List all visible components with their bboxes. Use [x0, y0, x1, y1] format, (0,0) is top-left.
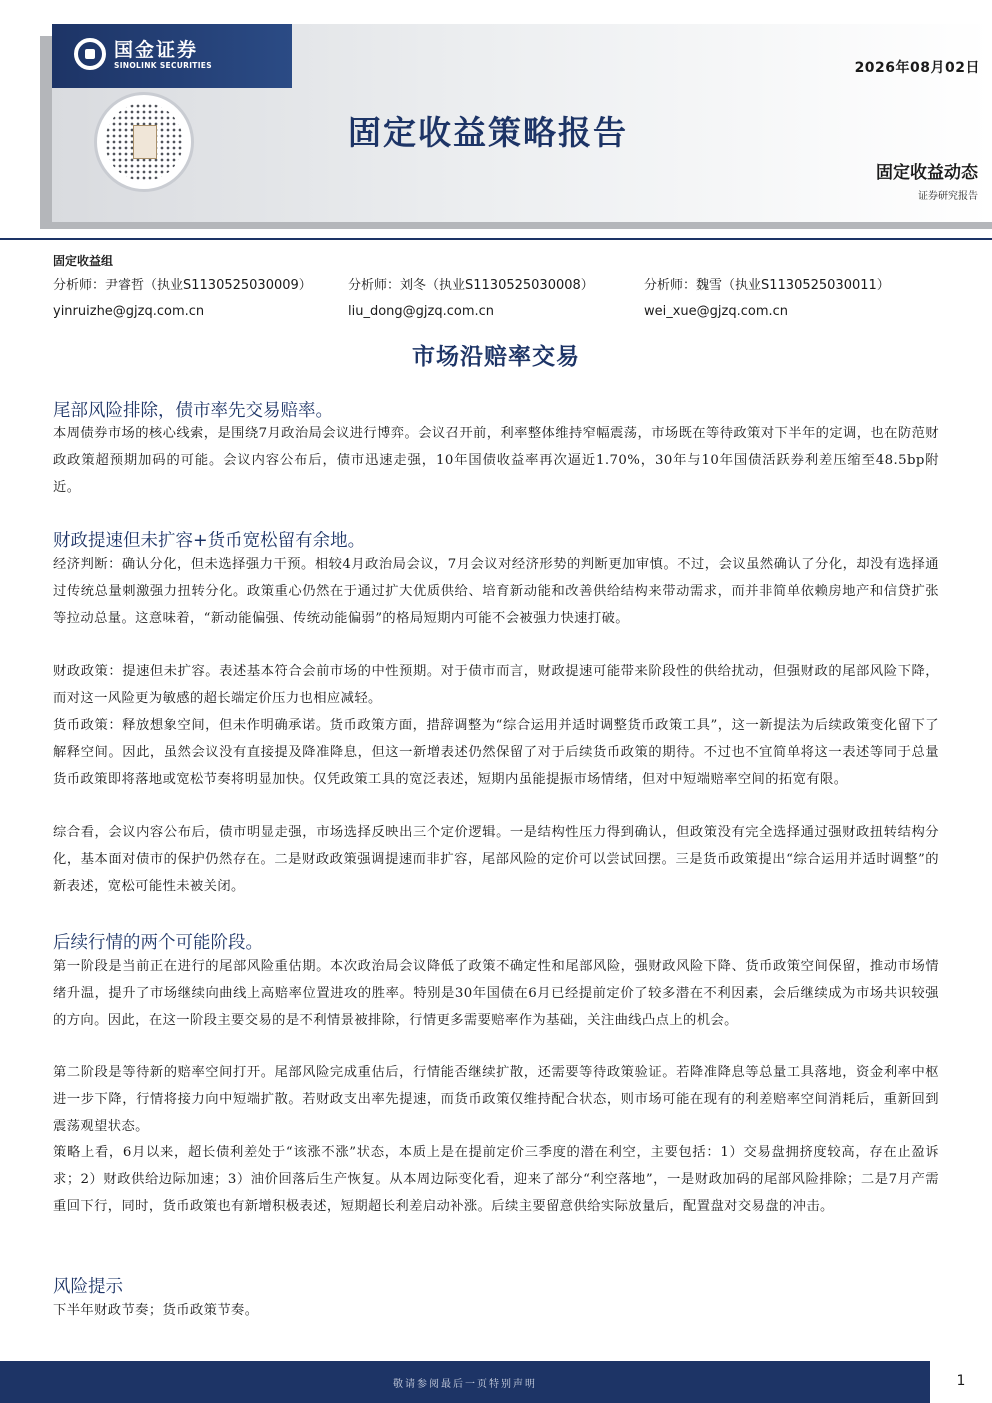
paragraph: 货币政策：释放想象空间，但未作明确承诺。货币政策方面，措辞调整为“综合运用并适时调整货币政策工具”，这一新提法为后续政策变化留下了解释空间。因此，虽然会议没有直接提及降准降息，但这一新增表述仍然保留了对于后续货币政策的期待。不过也不宜简单将这一表述等同于总量货币政策即将落地或宽松节奏将明显加快。仅凭政策工具的宽泛表述，短期内虽能提振市场情绪，但对中短端赔率空间的拓宽有限。	[53, 718, 939, 787]
analyst-email[interactable]: yinruizhe@gjzq.com.cn	[53, 304, 205, 319]
analyst-3	[644, 273, 890, 325]
report-date: 2026年08月02日	[854, 60, 980, 76]
logo-cn: 国金证券	[114, 38, 199, 61]
analyst-name: 分析师：刘冬（执业S1130525030008）	[348, 278, 594, 293]
article-title: 市场沿赔率交易	[412, 344, 580, 370]
paragraph: 财政政策：提速但未扩容。表述基本符合会前市场的中性预期。对于债市而言，财政提速可能带来阶段性的供给扰动，但强财政的尾部风险下降，而对这一风险更为敏感的超长端定价压力也相应减轻。	[53, 664, 939, 706]
analyst-2	[348, 273, 594, 325]
paragraph: 经济判断：确认分化，但未选择强力干预。相较4月政治局会议，7月会议对经济形势的判断更加审慎。不过，会议虽然确认了分化，却没有选择通过传统总量刺激强力扭转分化。政策重心仍然在于通过扩大优质供给、培育新动能和改善供给结构来带动需求，而并非简单依赖房地产和信贷扩张等拉动总量。这意味着，“新动能偏强、传统动能偏弱”的格局短期内可能不会被强力快速打破。	[53, 557, 939, 626]
paragraph: 下半年财政节奏；货币政策节奏。	[53, 1303, 259, 1318]
paragraph: 本周债券市场的核心线索，是围绕7月政治局会议进行博弈。会议召开前，利率整体维持窄幅震荡，市场既在等待政策对下半年的定调，也在防范财政政策超预期加码的可能。会议内容公布后，债市迅速走强，10年国债收益率再次逼近1.70%，30年与10年国债活跃券利差压缩至48.5bp附近。	[53, 426, 939, 495]
team-name: 固定收益组	[53, 254, 114, 268]
section-heading: 财政提速但未扩容+货币宽松留有余地。	[53, 531, 366, 551]
analyst-1	[53, 273, 312, 325]
sinolink-logo	[74, 38, 212, 70]
section-heading: 后续行情的两个可能阶段。	[53, 933, 263, 953]
analyst-name: 分析师：魏雪（执业S1130525030011）	[644, 278, 890, 293]
qr-code-icon	[94, 92, 194, 192]
header-divider	[0, 238, 992, 240]
paragraph: 第二阶段是等待新的赔率空间打开。尾部风险完成重估后，行情能否继续扩散，还需要等待政策验证。若降准降息等总量工具落地，资金利率中枢进一步下降，行情将接力向中短端扩散。若财政支出率先提速，而货币政策仅维持配合状态，则市场可能在现有的利差赔率空间消耗后，重新回到震荡观望状态。	[53, 1065, 939, 1134]
logo-en: SINOLINK SECURITIES	[114, 60, 212, 70]
qr-center-badge	[133, 125, 157, 159]
page-number: 1	[956, 1373, 966, 1389]
logo-text	[114, 39, 212, 70]
sinolink-logo-icon	[74, 38, 106, 70]
report-subcategory: 证券研究报告	[918, 191, 978, 202]
paragraph: 第一阶段是当前正在进行的尾部风险重估期。本次政治局会议降低了政策不确定性和尾部风险，强财政风险下降、货币政策空间保留，推动市场情绪升温，提升了市场继续向曲线上高赔率位置进攻的胜率。特别是30年国债在6月已经提前定价了较多潜在不利因素，会后继续成为市场共识较强的方向。因此，在这一阶段主要交易的是不利情景被排除，行情更多需要赔率作为基础，关注曲线凸点上的机会。	[53, 959, 939, 1028]
footer-disclaimer: 敬请参阅最后一页特别声明	[393, 1379, 537, 1390]
paragraph: 综合看，会议内容公布后，债市明显走强，市场选择反映出三个定价逻辑。一是结构性压力得到确认，但政策没有完全选择通过强财政扭转结构分化，基本面对债市的保护仍然存在。二是财政政策强调提速而非扩容，尾部风险的定价可以尝试回摆。三是货币政策提出“综合运用并适时调整”的新表述，宽松可能性未被关闭。	[53, 825, 939, 894]
paragraph: 策略上看，6月以来，超长债利差处于“该涨不涨”状态，本质上是在提前定价三季度的潜在利空，主要包括：1）交易盘拥挤度较高，存在止盈诉求；2）财政供给边际加速；3）油价回落后生产恢复。从本周边际变化看，迎来了部分“利空落地”，一是财政加码的尾部风险排除；二是7月产需重回下行，同时，货币政策也有新增积极表述，短期超长利差启动补涨。后续主要留意供给实际放量后，配置盘对交易盘的冲击。	[53, 1145, 939, 1214]
section-heading: 尾部风险排除，债市率先交易赔率。	[53, 401, 333, 421]
report-category: 固定收益动态	[876, 163, 978, 183]
analyst-email[interactable]: wei_xue@gjzq.com.cn	[644, 304, 789, 319]
section-heading: 风险提示	[53, 1277, 123, 1297]
analyst-email[interactable]: liu_dong@gjzq.com.cn	[348, 304, 495, 319]
analyst-name: 分析师：尹睿哲（执业S1130525030009）	[53, 278, 312, 293]
report-title: 固定收益策略报告	[348, 113, 628, 152]
